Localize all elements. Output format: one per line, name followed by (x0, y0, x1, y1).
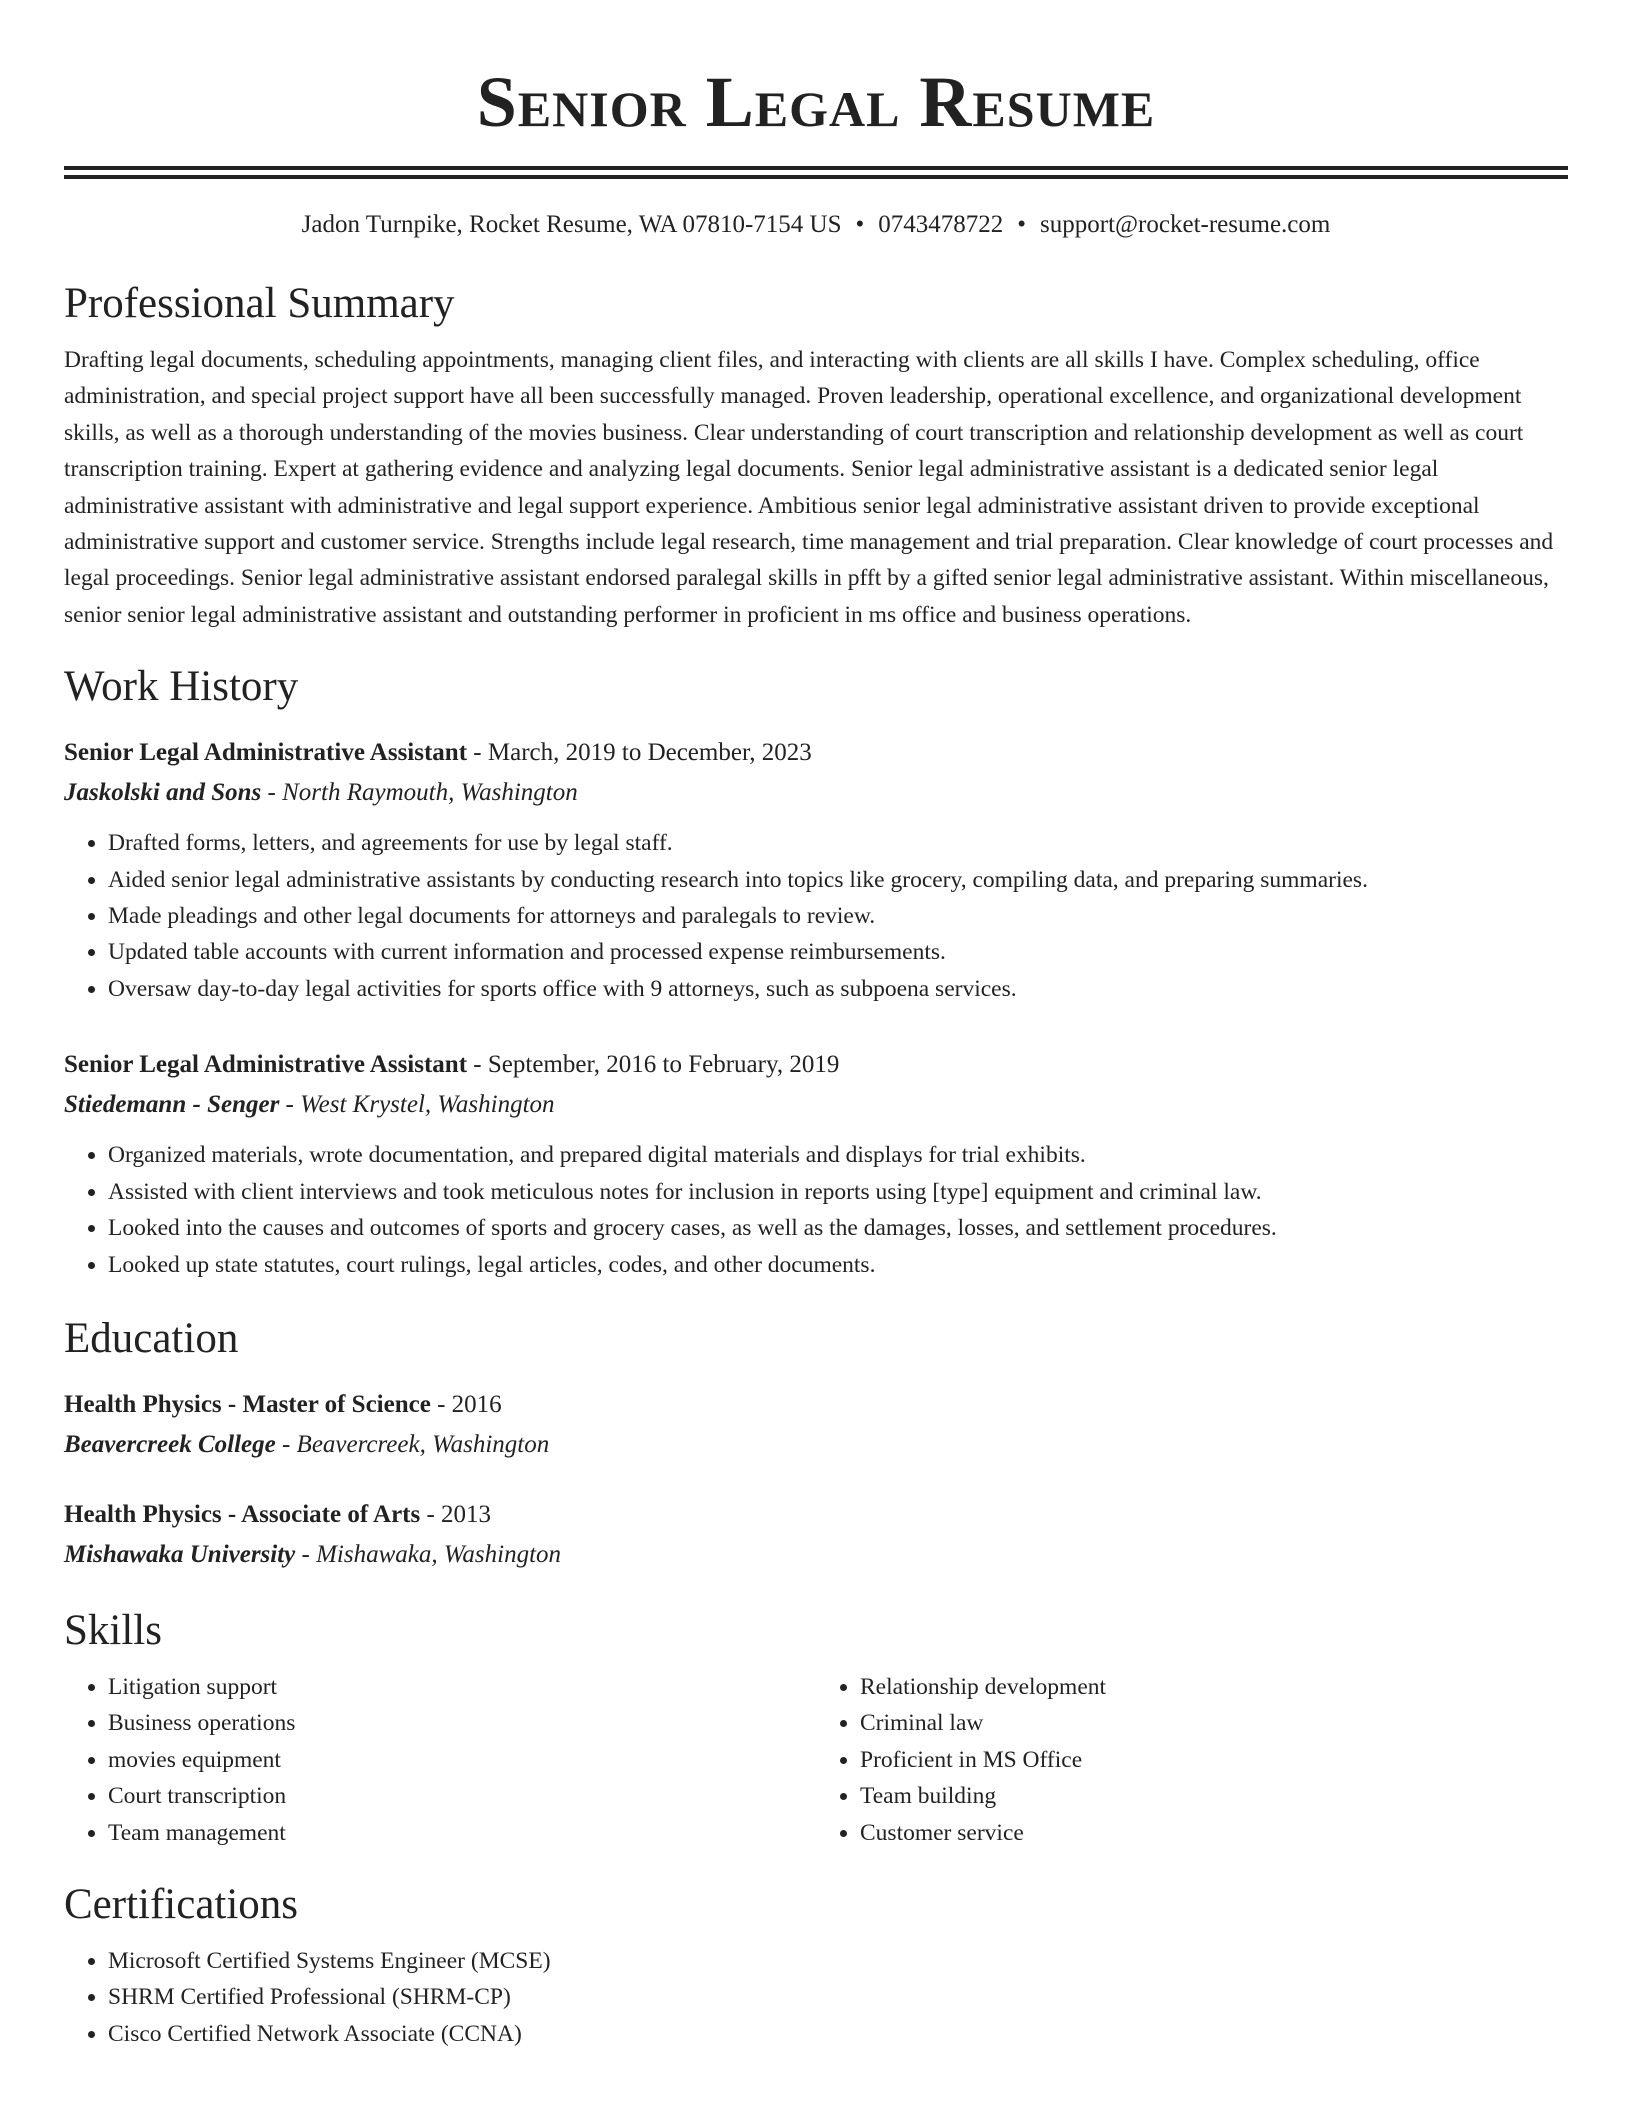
job-location: - West Krystel, Washington (279, 1091, 555, 1119)
list-item: • Oversaw day-to-day legal activities for sports office with 9 attorneys, such as subpoena services. (108, 971, 1568, 1007)
certifications-heading: Certifications (64, 1880, 299, 1928)
list-item: • Aided senior legal administrative assistants by conducting research into topics like grocery, compiling data, and preparing summaries. (108, 862, 1568, 898)
degree-line (64, 1495, 1568, 1535)
list-item: • Microsoft Certified Systems Engineer (MCSE) (108, 1943, 1568, 1979)
list-item: • Team building (860, 1778, 1568, 1814)
title-rule-top (64, 166, 1568, 170)
list-item: • Cisco Certified Network Associate (CCNA) (108, 2016, 1568, 2052)
school-location: - Mishawaka, Washington (295, 1540, 562, 1568)
list-item: • Organized materials, wrote documentation, and prepared digital materials and displays for trial exhibits. (108, 1137, 1568, 1173)
work-history-heading: Work History (64, 663, 299, 711)
job-title-line (64, 1045, 1568, 1085)
education-heading: Education (64, 1314, 239, 1362)
list-item: • Made pleadings and other legal documents for attorneys and paralegals to review. (108, 898, 1568, 934)
list-item: • Litigation support (108, 1669, 816, 1705)
contact-line (64, 208, 1568, 242)
school-line (64, 1535, 1568, 1575)
degree: Health Physics - Associate of Arts (64, 1500, 421, 1528)
summary-text: Drafting legal documents, scheduling appointments, managing client files, and interacting with clients are all skills I have. Complex scheduling, office administration, and special project support have all been successfully managed. Proven leadership, operational excellence, and organizational development skills, as well as a thorough understanding of the movies business. Clear understanding of court transcription and relationship development as well as court transcription training. Expert at gathering evidence and analyzing legal documents. Senior legal administrative assistant is a dedicated senior legal administrative assistant with administrative and legal support experience. Ambitious senior legal administrative assistant driven to provide exceptional administrative support and customer service. Strengths include legal research, time management and trial preparation. Clear knowledge of court processes and legal proceedings. Senior legal administrative assistant endorsed paralegal skills in pfft by a gifted senior legal administrative assistant. Within miscellaneous, senior senior legal administrative assistant and outstanding performer in proficient in ms office and business operations. (64, 347, 1554, 628)
skills-list-right (816, 1669, 1568, 1851)
job-entry (64, 733, 1568, 1007)
school: Beavercreek College (64, 1430, 276, 1458)
skills-columns (64, 1669, 1568, 1851)
education-entry (64, 1495, 1568, 1575)
summary-heading: Professional Summary (64, 280, 455, 327)
degree-year: - 2016 (430, 1390, 502, 1418)
degree: Health Physics - Master of Science (64, 1390, 431, 1418)
job-title: Senior Legal Administrative Assistant (64, 739, 468, 767)
contact-separator: • (1017, 211, 1027, 238)
job-location: - North Raymouth, Washington (261, 779, 578, 807)
degree-line (64, 1385, 1568, 1425)
title-rule-bottom (64, 175, 1568, 179)
list-item: • Team management (108, 1815, 816, 1851)
education-entry (64, 1385, 1568, 1465)
list-item: • Criminal law (860, 1705, 1568, 1741)
job-dates: - March, 2019 to December, 2023 (467, 739, 812, 767)
skills-heading: Skills (64, 1606, 162, 1654)
resume-title: Senior Legal Resume (476, 62, 1156, 142)
list-item: • Customer service (860, 1815, 1568, 1851)
job-title-line (64, 733, 1568, 773)
contact-address: Jadon Turnpike, Rocket Resume, WA 07810-7154 US (301, 211, 842, 238)
list-item: • SHRM Certified Professional (SHRM-CP) (108, 1979, 1568, 2015)
list-item: • Relationship development (860, 1669, 1568, 1705)
job-company-line (64, 1085, 1568, 1125)
job-company: Stiedemann - Senger (64, 1091, 280, 1119)
list-item: • Updated table accounts with current information and processed expense reimbursements. (108, 934, 1568, 970)
degree-year: - 2013 (420, 1500, 492, 1528)
list-item: • Business operations (108, 1705, 816, 1741)
job-title: Senior Legal Administrative Assistant (64, 1051, 468, 1079)
list-item: • movies equipment (108, 1742, 816, 1778)
list-item: • Assisted with client interviews and took meticulous notes for inclusion in reports using [type] equipment and criminal law. (108, 1174, 1568, 1210)
school-location: - Beavercreek, Washington (275, 1430, 550, 1458)
list-item: • Looked into the causes and outcomes of sports and grocery cases, as well as the damages, losses, and settlement procedures. (108, 1210, 1568, 1246)
job-dates: - September, 2016 to February, 2019 (467, 1051, 840, 1079)
job-company: Jaskolski and Sons (64, 779, 262, 807)
job-entry (64, 1045, 1568, 1283)
skills-list-left (64, 1669, 816, 1851)
list-item: • Proficient in MS Office (860, 1742, 1568, 1778)
job-bullets (64, 1137, 1568, 1283)
resume-page (64, 0, 1568, 2052)
list-item: • Looked up state statutes, court rulings, legal articles, codes, and other documents. (108, 1247, 1568, 1283)
school: Mishawaka University (64, 1540, 296, 1568)
school-line (64, 1425, 1568, 1465)
certifications-list (64, 1943, 1568, 2052)
job-bullets (64, 825, 1568, 1007)
contact-separator: • (855, 211, 865, 238)
contact-phone: 0743478722 (878, 211, 1004, 238)
list-item: • Court transcription (108, 1778, 816, 1814)
list-item: • Drafted forms, letters, and agreements for use by legal staff. (108, 825, 1568, 861)
contact-email: support@rocket-resume.com (1040, 211, 1331, 238)
job-company-line (64, 773, 1568, 813)
